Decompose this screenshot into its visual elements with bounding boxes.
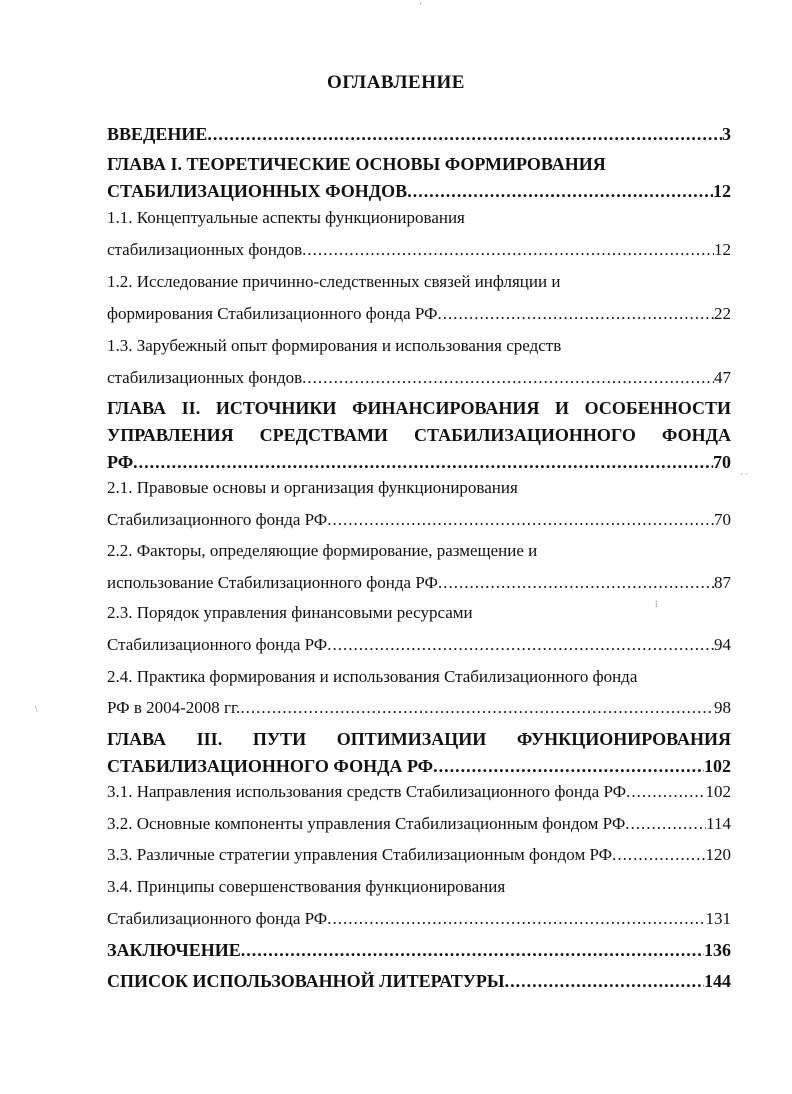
dot-leader [433, 756, 704, 777]
toc-entry-label: 3.3. Различные стратегии управления Стабилизационным фондом РФ [107, 845, 613, 864]
toc-entry-section-3-2[interactable] [107, 814, 731, 840]
toc-entry-label: стабилизационных фондов [107, 368, 303, 387]
dot-leader [505, 971, 704, 992]
toc-entry-label: Стабилизационного фонда РФ [107, 510, 328, 529]
toc-section-2-1-heading[interactable] [107, 478, 731, 504]
toc-entry-label: ВВЕДЕНИЕ [107, 124, 208, 144]
toc-chapter-2-heading-line1[interactable]: ГЛАВА II. ИСТОЧНИКИ ФИНАНСИРОВАНИЯ И ОСОБЕННОСТИ [107, 398, 731, 418]
toc-section-1-3-heading[interactable] [107, 336, 731, 362]
toc-section-2-4-heading[interactable] [107, 667, 731, 693]
toc-page-number: 114 [706, 814, 731, 833]
toc-entry-label: формирования Стабилизационного фонда РФ [107, 304, 438, 323]
toc-entry-section-3-4[interactable] [107, 909, 731, 935]
toc-entry-section-2-1[interactable] [107, 510, 731, 536]
toc-entry-label: ГЛАВА I. ТЕОРЕТИЧЕСКИЕ ОСНОВЫ ФОРМИРОВАНИЯ [107, 154, 606, 174]
toc-entry-label: СТАБИЛИЗАЦИОННЫХ ФОНДОВ [107, 181, 408, 201]
toc-entry-section-2-3[interactable] [107, 635, 731, 661]
toc-section-2-2-heading[interactable] [107, 541, 731, 567]
toc-entry-label: 2.3. Порядок управления финансовыми ресурсами [107, 603, 473, 622]
scan-speck: \ [35, 704, 38, 714]
toc-entry-label: 2.4. Практика формирования и использования Стабилизационного фонда [107, 667, 638, 686]
toc-chapter-2-heading-line2[interactable]: УПРАВЛЕНИЯ СРЕДСТВАМИ СТАБИЛИЗАЦИОННОГО ФОНДА [107, 425, 731, 445]
toc-entry-label: Стабилизационного фонда РФ [107, 909, 328, 928]
toc-entry-section-1-3[interactable] [107, 368, 731, 394]
toc-entry-label: использование Стабилизационного фонда РФ [107, 573, 438, 592]
toc-page-number: 12 [713, 181, 731, 201]
toc-entry-label: ЗАКЛЮЧЕНИЕ [107, 940, 241, 960]
toc-page-number: 144 [704, 971, 731, 991]
toc-chapter-1-heading[interactable] [107, 154, 731, 180]
dot-leader [240, 698, 714, 718]
dot-leader [302, 368, 714, 388]
scan-speck: ' [420, 1, 422, 11]
toc-entry-chapter-3[interactable] [107, 756, 731, 782]
toc-entry-label: 3.1. Направления использования средств Стабилизационного фонда РФ [107, 782, 627, 801]
toc-entry-label: РФ [107, 452, 134, 472]
toc-section-2-3-heading[interactable] [107, 603, 731, 629]
toc-entry-chapter-1[interactable] [107, 181, 731, 207]
toc-page-number: 47 [714, 368, 731, 387]
scan-speck: · · [740, 469, 749, 479]
toc-entry-label: 1.1. Концептуальные аспекты функционирования [107, 208, 465, 227]
toc-page-number: 120 [705, 845, 731, 864]
toc-entry-section-3-1[interactable] [107, 782, 731, 808]
toc-entry-label: 3.4. Принципы совершенствования функционирования [107, 877, 506, 896]
dot-leader [612, 845, 705, 865]
toc-page-number: 70 [714, 510, 731, 529]
toc-entry-section-3-3[interactable] [107, 845, 731, 871]
toc-page-number: 102 [704, 756, 731, 776]
toc-page-number: 131 [705, 909, 731, 928]
toc-page-number: 98 [714, 698, 731, 717]
toc-chapter-3-heading-line1[interactable]: ГЛАВА III. ПУТИ ОПТИМИЗАЦИИ ФУНКЦИОНИРОВАНИЯ [107, 729, 731, 749]
toc-page-number: 22 [714, 304, 731, 323]
dot-leader [625, 814, 706, 834]
dot-leader [626, 782, 705, 802]
toc-page-number: 94 [714, 635, 731, 654]
dot-leader [241, 940, 704, 961]
toc-entry-label: 1.3. Зарубежный опыт формирования и использования средств [107, 336, 562, 355]
toc-section-1-1-heading[interactable] [107, 208, 731, 234]
toc-page-number: 136 [704, 940, 731, 960]
toc-entry-label: 1.2. Исследование причинно-следственных связей инфляции и [107, 272, 561, 291]
page-title: ОГЛАВЛЕНИЕ [327, 72, 465, 93]
toc-page-number: 3 [722, 124, 731, 144]
toc-page-number: 102 [705, 782, 731, 801]
toc-entry-label: 2.2. Факторы, определяющие формирование, размещение и [107, 541, 538, 560]
toc-entry-chapter-2[interactable] [107, 452, 731, 478]
toc-entry-label: РФ в 2004-2008 гг. [107, 698, 241, 717]
toc-entry-section-2-4[interactable] [107, 698, 731, 724]
toc-section-3-4-heading[interactable] [107, 877, 731, 903]
toc-entry-conclusion[interactable] [107, 940, 731, 966]
dot-leader [407, 181, 713, 202]
toc-entry-references[interactable] [107, 971, 731, 997]
dot-leader [327, 635, 714, 655]
toc-entry-section-1-1[interactable] [107, 240, 731, 266]
toc-entry-section-2-2[interactable] [107, 573, 731, 599]
dot-leader [302, 240, 714, 260]
dot-leader [437, 304, 714, 324]
toc-page-number: 70 [713, 452, 731, 472]
toc-entry-label: СПИСОК ИСПОЛЬЗОВАННОЙ ЛИТЕРАТУРЫ [107, 971, 505, 991]
dot-leader [438, 573, 714, 593]
dot-leader [207, 124, 722, 145]
toc-entry-label: 2.1. Правовые основы и организация функционирования [107, 478, 518, 497]
dot-leader [327, 909, 705, 929]
scan-speck: ⁞ [655, 599, 658, 609]
toc-page-number: 87 [714, 573, 731, 592]
toc-entry-label: Стабилизационного фонда РФ [107, 635, 328, 654]
dot-leader [327, 510, 714, 530]
toc-entry-label: СТАБИЛИЗАЦИОННОГО ФОНДА РФ [107, 756, 434, 776]
dot-leader [133, 452, 713, 473]
toc-section-1-2-heading[interactable] [107, 272, 731, 298]
toc-entry-label: 3.2. Основные компоненты управления Стабилизационным фондом РФ [107, 814, 626, 833]
toc-entry-section-1-2[interactable] [107, 304, 731, 330]
toc-entry-label: стабилизационных фондов [107, 240, 303, 259]
toc-page-number: 12 [714, 240, 731, 259]
toc-entry-intro[interactable] [107, 124, 731, 150]
